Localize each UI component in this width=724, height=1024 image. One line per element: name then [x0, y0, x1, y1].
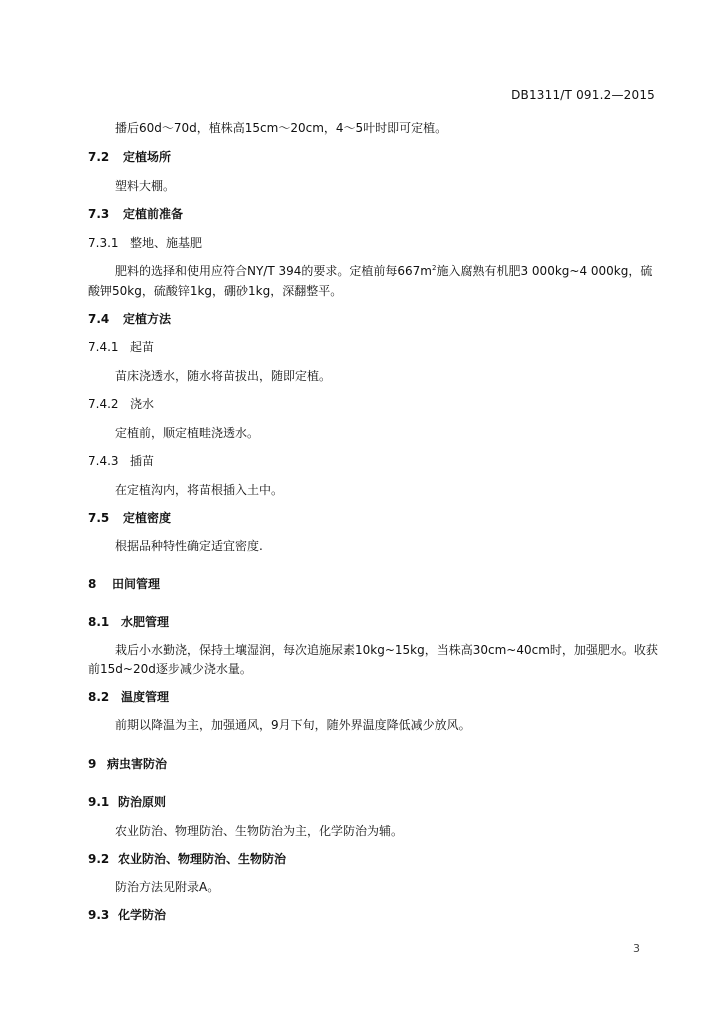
- paragraph-sowing: 播后60d～70d，植株高15cm～20cm，4～5叶时即可定植。: [115, 121, 448, 135]
- paragraph-7-3-1: [115, 262, 652, 279]
- paragraph-7-3-1-cont: 酸钾50kg，硫酸锌1kg，硼砂1kg，深翻整平。: [88, 284, 343, 298]
- heading-number: 8.1: [88, 615, 110, 629]
- heading-number: 7.4.3: [88, 454, 119, 468]
- heading-title: 起苗: [130, 340, 155, 354]
- text-run: 肥料的选择和使用应符合NY/T 394的要求。定植前每667m: [115, 264, 432, 278]
- heading-title: 定植前准备: [123, 207, 184, 221]
- heading-title: 化学防治: [118, 908, 167, 922]
- heading-number: 9.3: [88, 908, 110, 922]
- heading-title: 整地、施基肥: [130, 236, 203, 250]
- heading-number: 7.4.2: [88, 397, 119, 411]
- heading-title: 定植场所: [123, 150, 172, 164]
- heading-9-3: [88, 906, 166, 923]
- heading-number: 7.2: [88, 150, 110, 164]
- document-code: DB1311/T 091.2—2015: [511, 88, 655, 102]
- heading-number: 9.2: [88, 852, 110, 866]
- paragraph-7-4-1: 苗床浇透水，随水将苗拔出，随即定植。: [115, 369, 332, 383]
- heading-number: 7.4.1: [88, 340, 119, 354]
- heading-title: 田间管理: [112, 577, 161, 591]
- paragraph-8-1: 栽后小水勤浇，保持土壤湿润，每次追施尿素10kg~15kg，当株高30cm~40cm时，加强肥水。收获: [115, 643, 658, 657]
- heading-8-1: [88, 613, 169, 630]
- heading-title: 防治原则: [118, 795, 167, 809]
- heading-number: 9: [88, 757, 97, 771]
- heading-title: 农业防治、物理防治、生物防治: [118, 852, 287, 866]
- superscript: 2: [432, 264, 437, 272]
- heading-number: 7.4: [88, 312, 110, 326]
- paragraph-7-5: 根据品种特性确定适宜密度.: [115, 539, 263, 553]
- heading-7-2: [88, 148, 171, 165]
- paragraph-9-1: 农业防治、物理防治、生物防治为主，化学防治为辅。: [115, 824, 404, 838]
- text-run: 施入腐熟有机肥3 000kg~4 000kg，硫: [436, 264, 653, 278]
- heading-title: 水肥管理: [121, 615, 170, 629]
- heading-7-4-2: [88, 395, 154, 412]
- paragraph-7-2: 塑料大棚。: [115, 179, 176, 193]
- heading-9: [88, 755, 167, 772]
- heading-title: 插苗: [130, 454, 155, 468]
- heading-7-4: [88, 310, 171, 327]
- paragraph-7-4-2: 定植前，顺定植畦浇透水。: [115, 426, 260, 440]
- heading-number: 7.3.1: [88, 236, 119, 250]
- heading-title: 病虫害防治: [107, 757, 168, 771]
- heading-7-4-3: [88, 452, 154, 469]
- heading-9-1: [88, 793, 166, 810]
- heading-number: 8: [88, 577, 97, 591]
- heading-8-2: [88, 688, 169, 705]
- heading-number: 7.3: [88, 207, 110, 221]
- heading-number: 8.2: [88, 690, 110, 704]
- heading-title: 定植密度: [123, 511, 172, 525]
- heading-title: 定植方法: [123, 312, 172, 326]
- heading-number: 7.5: [88, 511, 110, 525]
- paragraph-9-2: 防治方法见附录A。: [115, 880, 220, 894]
- heading-7-3-1: [88, 234, 202, 251]
- paragraph-7-4-3: 在定植沟内，将苗根插入土中。: [115, 483, 284, 497]
- heading-number: 9.1: [88, 795, 110, 809]
- page-number: 3: [633, 942, 640, 955]
- heading-7-4-1: [88, 338, 154, 355]
- heading-7-5: [88, 509, 171, 526]
- heading-title: 浇水: [130, 397, 155, 411]
- heading-9-2: [88, 850, 286, 867]
- heading-title: 温度管理: [121, 690, 170, 704]
- paragraph-8-1-cont: 前15d~20d逐步减少浇水量。: [88, 662, 252, 676]
- heading-7-3: [88, 205, 183, 222]
- heading-8: [88, 575, 160, 592]
- paragraph-8-2: 前期以降温为主，加强通风，9月下旬，随外界温度降低减少放风。: [115, 718, 471, 732]
